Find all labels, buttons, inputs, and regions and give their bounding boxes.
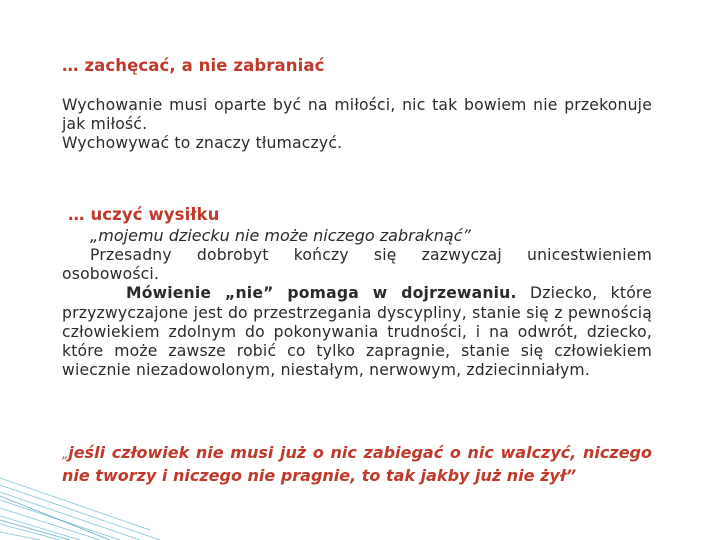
- section-effort-body: [62, 226, 652, 380]
- paragraph-love: Wychowanie musi oparte być na miłości, nic tak bowiem nie przekonuje jak miłość.: [62, 96, 652, 134]
- quote-open-mark: „: [62, 447, 69, 461]
- section-encourage: [62, 56, 652, 75]
- section-effort: [68, 205, 658, 224]
- section-encourage-body: [62, 96, 652, 154]
- closing-quote: [62, 442, 652, 486]
- section-heading-effort: … uczyć wysiłku: [68, 205, 220, 224]
- section-heading-encourage: … zachęcać, a nie zabraniać: [62, 56, 325, 75]
- paragraph-prosperity: Przesadny dobrobyt kończy się zazwyczaj unicestwieniem osobowości.: [62, 246, 652, 284]
- paragraph-saying-no: [62, 284, 652, 380]
- saying-no-bold: Mówienie „nie” pomaga w dojrzewaniu.: [126, 284, 517, 303]
- child-quote: „mojemu dziecku nie może niczego zabraknąć”: [90, 226, 471, 245]
- closing-quote-text: jeśli człowiek nie musi już o nic zabiegać o nic walczyć, niczego nie tworzy i niczego nie pragnie, to tak jakby już nie żył”: [62, 443, 652, 485]
- paragraph-explain: Wychowywać to znaczy tłumaczyć.: [62, 134, 343, 153]
- saying-no-rest: Dziecko, które przyzwyczajone jest do przestrzegania dyscypliny, stanie się z pewnością człowiekiem zdolnym do pokonywania trudności, i na odwrót, dziecko, które może zawsze robić co tylko zapragnie, stanie się człowiekiem wiecznie niezadowolonym, niestałym, nerwowym, zdziecinniałym.: [62, 284, 652, 380]
